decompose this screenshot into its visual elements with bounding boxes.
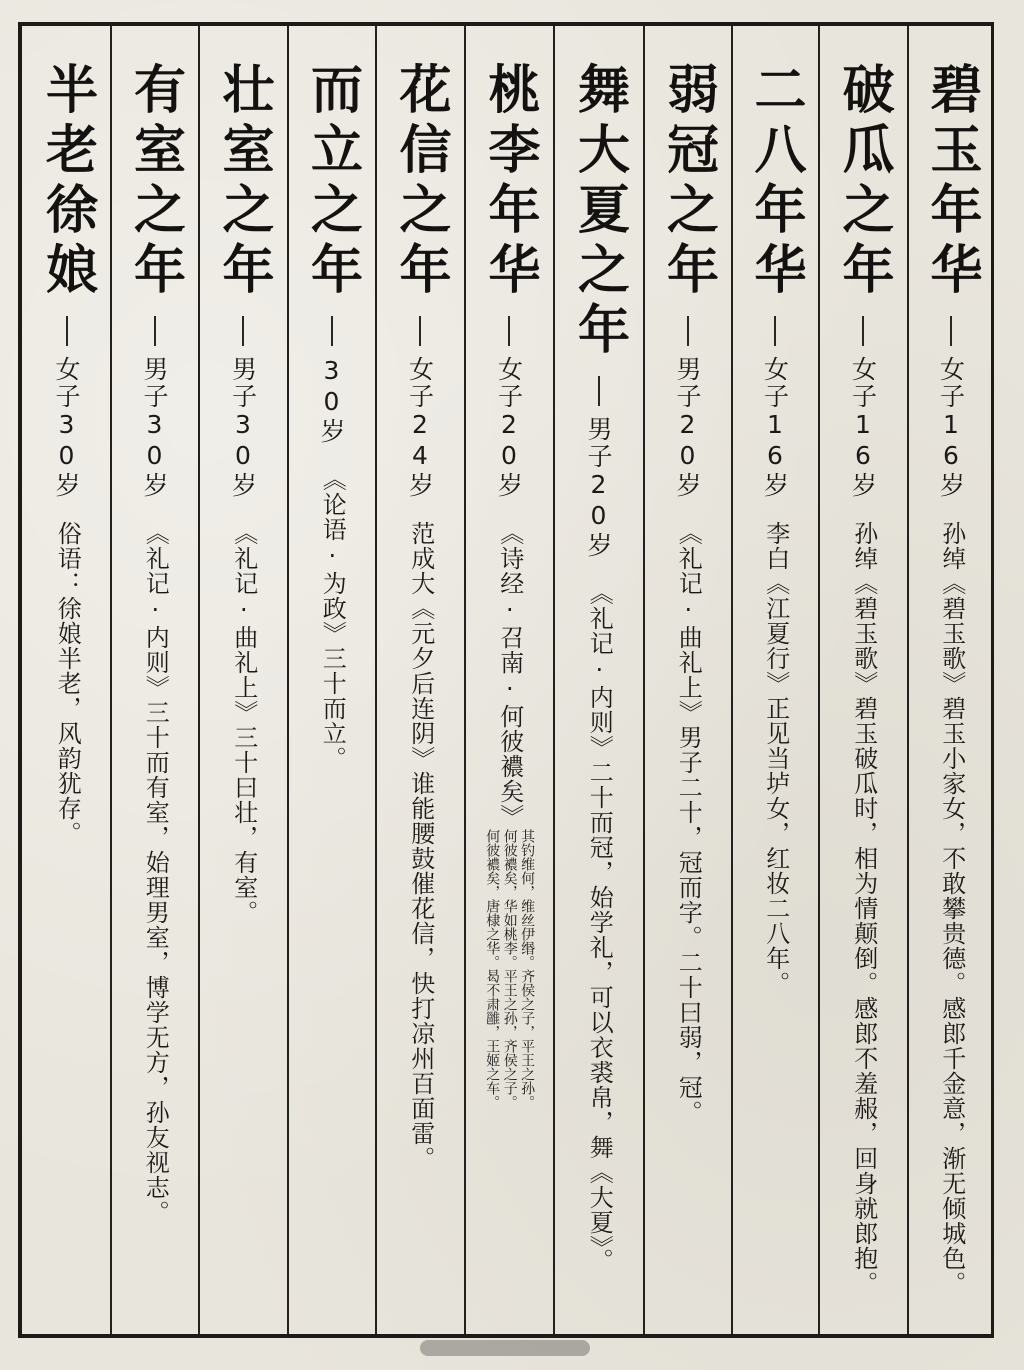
term-subtitle: 女子16岁 [936, 356, 966, 499]
term-column-youshi [112, 26, 197, 1334]
term-subtitle: 女子20岁 [494, 356, 524, 499]
term-quote: 《礼记·内则》三十而有室，始理男室，博学无方，孙友视志。 [141, 521, 170, 1225]
term-column-biyu [909, 26, 993, 1334]
term-quote: 范成大《元夕后连阴》谁能腰鼓催花信，快打凉州百面雷。 [406, 521, 435, 1171]
dash-separator [598, 376, 600, 406]
term-title: 而立之年 [301, 62, 363, 302]
term-title: 有室之年 [124, 62, 186, 302]
term-title: 弱冠之年 [657, 62, 719, 302]
dash-separator [419, 316, 421, 346]
poem-block [484, 521, 534, 1109]
term-subtitle: 30岁 [317, 356, 346, 445]
dash-separator [687, 316, 689, 346]
term-quote: 《礼记·内则》二十而冠，始学礼，可以衣裘帛，舞《大夏》。 [585, 581, 614, 1273]
term-title: 花信之年 [390, 62, 451, 302]
term-column-ruoguan [645, 26, 730, 1334]
term-column-banlao [24, 26, 109, 1334]
term-quote: 《礼记·曲礼上》男子二十，冠而字。二十曰弱，冠。 [674, 521, 703, 1125]
dash-separator [154, 316, 156, 346]
term-quote: 《礼记·曲礼上》三十曰壮，有室。 [229, 521, 258, 925]
term-title: 破瓜之年 [833, 62, 894, 302]
dash-separator [66, 316, 68, 346]
term-subtitle: 男子20岁 [673, 356, 702, 499]
term-column-zhuangshi [200, 26, 286, 1334]
poem-line: 其钓维何，维丝伊缗。齐侯之子，平王之孙。 [519, 829, 536, 1109]
term-quote: 《论语·为政》三十而立。 [318, 467, 347, 771]
dash-separator [242, 316, 244, 346]
term-subtitle: 女子24岁 [405, 356, 435, 499]
term-title: 二八年华 [745, 62, 806, 302]
term-quote: 《诗经·召南·何彼襛矣》 [495, 521, 524, 829]
term-title: 桃李年华 [479, 62, 540, 302]
dash-separator [862, 316, 864, 346]
watermark-smudge [420, 1340, 590, 1356]
term-column-erba [733, 26, 817, 1334]
term-quote: 俗语：徐娘半老，风韵犹存。 [53, 521, 82, 846]
term-subtitle: 女子30岁 [52, 356, 81, 499]
term-subtitle: 男子20岁 [584, 416, 613, 559]
term-subtitle: 女子16岁 [760, 356, 790, 499]
dash-separator [774, 316, 776, 346]
term-title: 半老徐娘 [36, 62, 98, 302]
term-title: 壮室之年 [213, 62, 274, 302]
dash-separator [331, 316, 333, 346]
poem-line: 何彼襛矣，唐棣之华。曷不肃雝，王姬之车。 [484, 829, 501, 1109]
term-column-wudaxia [555, 26, 642, 1334]
term-quote: 孙绰《碧玉歌》碧玉破瓜时，相为情颠倒。感郎不羞赧，回身就郎抱。 [849, 521, 878, 1296]
term-column-erli [289, 26, 374, 1334]
term-column-taoli [466, 26, 552, 1334]
term-quote: 孙绰《碧玉歌》碧玉小家女，不敢攀贵德。感郎千金意，渐无倾城色。 [937, 521, 966, 1296]
poem-line: 何彼襛矣，华如桃李。平王之孙，齐侯之子。 [501, 829, 518, 1109]
dash-separator [950, 316, 952, 346]
term-quote: 李白《江夏行》正见当垆女，红妆二八年。 [761, 521, 790, 996]
term-subtitle: 男子30岁 [140, 356, 169, 499]
poem-note [484, 829, 534, 1109]
dash-separator [508, 316, 510, 346]
term-subtitle: 女子16岁 [848, 356, 878, 499]
term-title: 舞大夏之年 [568, 62, 630, 362]
term-title: 碧玉年华 [921, 62, 982, 302]
term-subtitle: 男子30岁 [228, 356, 258, 499]
term-column-huaxin [377, 26, 463, 1334]
term-column-pogua [820, 26, 906, 1334]
